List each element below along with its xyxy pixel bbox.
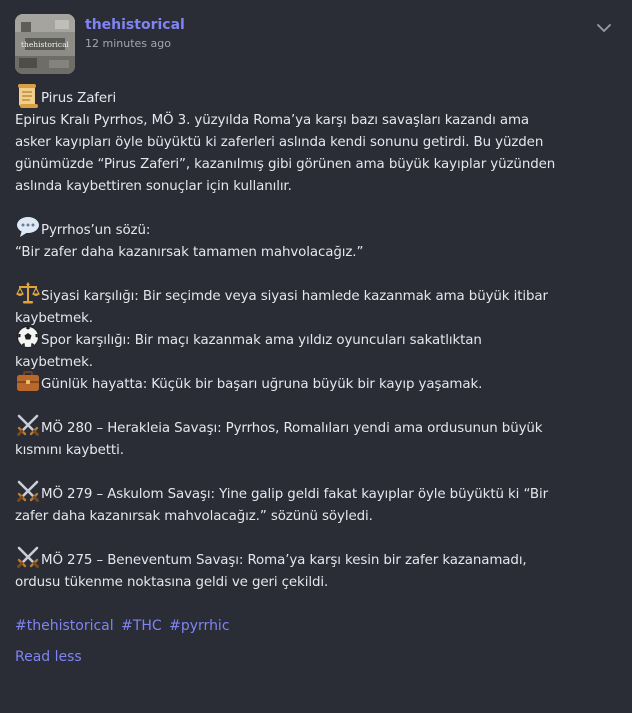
politics-line <box>15 286 617 308</box>
briefcase-icon <box>15 374 41 396</box>
intro-line: asker kayıpları öyle büyüktü ki zaferleri aslında kendi sonunu getirdi. Bu yüzden <box>15 135 544 150</box>
daily-line <box>15 374 617 396</box>
tag-link[interactable]: #thehistorical <box>15 618 114 634</box>
daily-text: Günlük hayatta: Küçük bir başarı uğruna büyük bir kayıp yaşamak. <box>41 377 483 392</box>
soccer-ball-icon <box>15 330 41 352</box>
battle-text: MÖ 279 – Askulom Savaşı: Yine galip geldi fakat kayıplar öyle büyüktü ki “Bir <box>41 487 548 502</box>
quote-label: Pyrrhos’un sözü: <box>41 223 151 238</box>
tag-list <box>15 616 617 636</box>
intro-line: Epirus Kralı Pyrrhos, MÖ 3. yüzyılda Roma’ya karşı bazı savaşları kazandı ama <box>15 113 530 128</box>
politics-text: Siyasi karşılığı: Bir seçimde veya siyasi hamlede kazanmak ama büyük itibar <box>41 289 548 304</box>
intro-line: aslında kaybettiren sonuçlar için kullanılır. <box>15 179 292 194</box>
chevron-down-icon <box>596 20 612 36</box>
post-timestamp: 12 minutes ago <box>85 37 171 50</box>
spacer <box>15 396 617 418</box>
spacer <box>15 462 617 484</box>
quote-label-line <box>15 220 617 242</box>
avatar[interactable] <box>15 14 75 74</box>
read-less-link[interactable]: Read less <box>15 649 82 665</box>
spacer <box>15 528 617 550</box>
crossed-swords-icon <box>15 550 41 572</box>
battle-text-cont: kısmını kaybetti. <box>15 443 124 458</box>
post-header <box>15 14 617 76</box>
sport-line <box>15 330 617 352</box>
battle-text-cont: zafer daha kazanırsak mahvolacağız.” sözünü söyledi. <box>15 509 373 524</box>
battle-text: MÖ 280 – Herakleia Savaşı: Pyrrhos, Romalıları yendi ama ordusunun büyük <box>41 421 543 436</box>
battle-line <box>15 550 617 572</box>
quote-text: “Bir zafer daha kazanırsak tamamen mahvolacağız.” <box>15 245 364 260</box>
battle-line <box>15 418 617 440</box>
post-menu-button[interactable] <box>596 20 612 36</box>
author-username[interactable]: thehistorical <box>85 17 185 33</box>
tag-link[interactable]: #pyrrhic <box>169 618 230 634</box>
tag-link[interactable]: #THC <box>121 618 162 634</box>
sport-text-cont: kaybetmek. <box>15 355 93 370</box>
scroll-icon <box>15 88 41 110</box>
spacer <box>15 264 617 286</box>
title-line <box>15 88 617 110</box>
battle-text: MÖ 275 – Beneventum Savaşı: Roma’ya karşı kesin bir zafer kazanamadı, <box>41 553 527 568</box>
author-block <box>85 14 185 51</box>
battle-text-cont: ordusu tükenme noktasına geldi ve geri çekildi. <box>15 575 329 590</box>
intro-line: günümüzde “Pirus Zaferi”, kazanılmış gibi görünen ama büyük kayıplar yüzünden <box>15 157 556 172</box>
sport-text: Spor karşılığı: Bir maçı kazanmak ama yıldız oyuncuları sakatlıktan <box>41 333 482 348</box>
avatar-image <box>15 14 75 74</box>
battle-line <box>15 484 617 506</box>
crossed-swords-icon <box>15 484 41 506</box>
post-title: Pirus Zaferi <box>41 91 117 106</box>
spacer <box>15 198 617 220</box>
balance-scale-icon <box>15 286 41 308</box>
speech-bubble-icon <box>15 220 41 242</box>
crossed-swords-icon <box>15 418 41 440</box>
avatar-text: thehistorical <box>21 40 69 49</box>
politics-text-cont: kaybetmek. <box>15 311 93 326</box>
post-content <box>15 88 617 594</box>
